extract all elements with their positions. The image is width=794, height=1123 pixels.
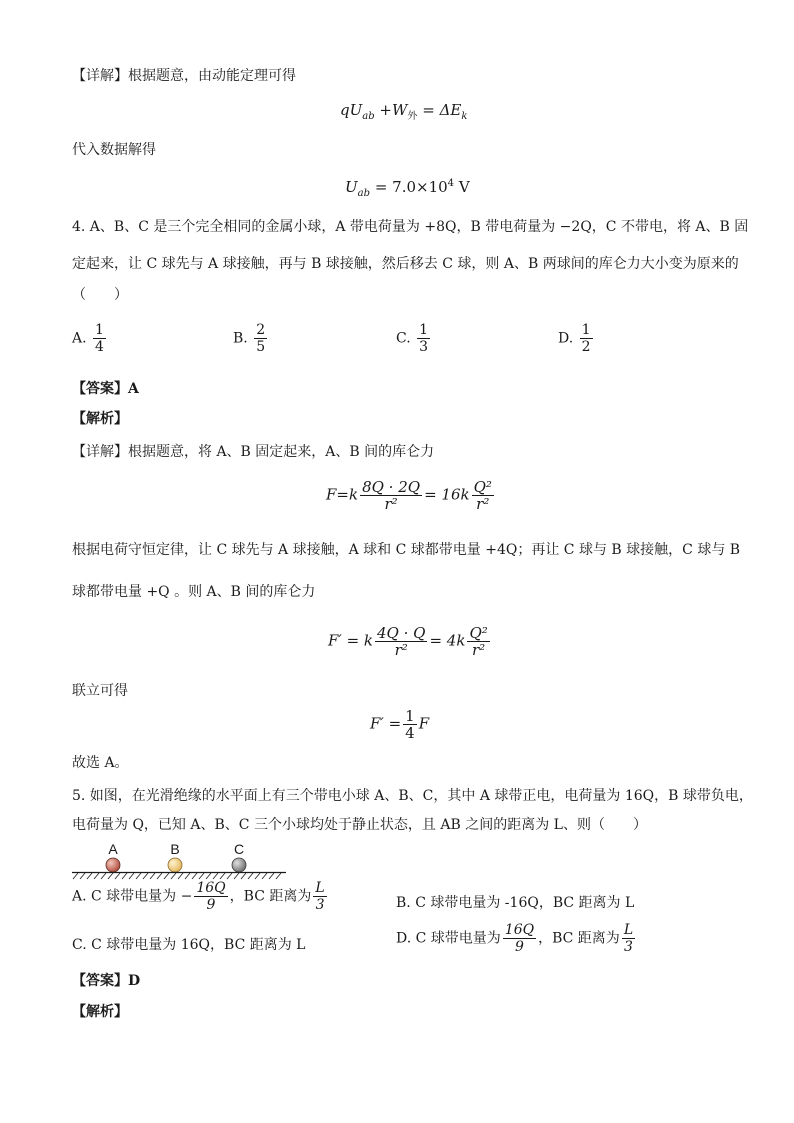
substitute-text: 代入数据解得 [72, 142, 156, 158]
hatch-mark [129, 873, 134, 879]
hatch-mark [185, 873, 190, 879]
q5-figure [72, 838, 292, 880]
hatch-mark [220, 873, 225, 879]
hatch-mark [171, 873, 176, 879]
q5-stem-line2: 电荷量为 Q，已知 A、B、C 三个小球均处于静止状态，且 AB 之间的距离为 L、则（ ） [72, 817, 647, 833]
q5-stem-line1: 5. 如图，在光滑绝缘的水平面上有三个带电小球 A、B、C，其中 A 球带正电，电荷量为 16Q，B 球带负电， [72, 788, 753, 804]
q4-option-c: C. $\frac{1}{3}$ [396, 322, 429, 355]
q4-answer: 【答案】A [72, 381, 139, 397]
equation-coulomb-final: F′ = k $\frac{4Q \cdot Q}{\text{r²}}$ = 4k $\frac{\text{Q²}}{\text{r²}}$ [328, 624, 488, 659]
hatch-mark [101, 873, 106, 879]
detail-intro: 【详解】根据题意，由动能定理可得 [72, 68, 296, 84]
hatch-mark [87, 873, 92, 879]
q4-conserve-line2: 球都带电量 +Q 。则 A、B 间的库仑力 [72, 584, 316, 600]
q4-choose: 故选 A。 [72, 755, 129, 771]
hatch-mark [115, 873, 120, 879]
equation-ratio: F′ = $\frac{1}{4}$ F [370, 707, 430, 742]
hatch-mark [192, 873, 197, 879]
hatch-mark [213, 873, 218, 879]
hatch-mark [206, 873, 211, 879]
hatch-mark [143, 873, 148, 879]
equation-coulomb-initial: F=k $\frac{8Q \cdot 2Q}{\text{r²}}$ = 16k $\frac{\text{Q²}}{\text{r²}}$ [326, 478, 492, 513]
hatch-mark [73, 873, 78, 879]
hatch-mark [262, 873, 267, 879]
q5-option-c: C. C 球带电量为 16Q，BC 距离为 L [72, 937, 306, 953]
hatch-mark [94, 873, 99, 879]
q5-option-b: B. C 球带电量为 -16Q，BC 距离为 L [396, 895, 635, 911]
hatch-mark [227, 873, 232, 879]
ground-hatching [73, 873, 281, 879]
q4-option-b: B. $\frac{2}{5}$ [233, 322, 266, 355]
equation-work-energy: $qU_{ab} +W_外 = \Delta E_k$ [340, 101, 468, 122]
equation-voltage-result: $U_{ab} = 7.0\times 10^4$ V [345, 178, 470, 199]
q4-analysis-label: 【解析】 [72, 411, 128, 427]
hatch-mark [80, 873, 85, 879]
hatch-mark [108, 873, 113, 879]
q5-option-d: D. C 球带电量为 $\frac{16Q}{9}$ ，BC 距离为 $\frac{L}{3}$ [396, 922, 634, 955]
hatch-mark [248, 873, 253, 879]
q4-stem-line3: （ ） [72, 287, 128, 303]
ball-b [168, 858, 182, 872]
q4-option-a: A. $\frac{1}{4}$ [72, 322, 104, 355]
hatch-mark [241, 873, 246, 879]
q4-stem-line1: 4. A、B、C 是三个完全相同的金属小球，A 带电荷量为 +8Q，B 带电荷量为 −2Q，C 不带电，将 A、B 固 [72, 219, 749, 235]
hatch-mark [269, 873, 274, 879]
hatch-mark [199, 873, 204, 879]
hatch-mark [255, 873, 260, 879]
label-a: A [108, 841, 118, 857]
hatch-mark [178, 873, 183, 879]
hatch-mark [157, 873, 162, 879]
hatch-mark [276, 873, 281, 879]
hatch-mark [136, 873, 141, 879]
q5-answer: 【答案】D [72, 973, 141, 989]
hatch-mark [122, 873, 127, 879]
ball-c [232, 858, 246, 872]
q5-analysis-label: 【解析】 [72, 1004, 128, 1020]
hatch-mark [234, 873, 239, 879]
hatch-mark [150, 873, 155, 879]
q4-combine: 联立可得 [72, 683, 128, 699]
q4-stem-line2: 定起来，让 C 球先与 A 球接触，再与 B 球接触，然后移去 C 球，则 A、B 两球间的库仑力大小变为原来的 [72, 256, 739, 272]
q4-option-d: D. $\frac{1}{2}$ [558, 322, 591, 355]
label-c: C [233, 841, 245, 857]
ball-a [106, 858, 120, 872]
label-b: B [170, 841, 180, 857]
hatch-mark [164, 873, 169, 879]
q4-conserve-line1: 根据电荷守恒定律，让 C 球先与 A 球接触，A 球和 C 球都带电量 +4Q；再让 C 球与 B 球接触，C 球与 B [72, 542, 741, 558]
q5-option-a: A. C 球带电量为 − $\frac{16Q}{9}$ ，BC 距离为 $\frac{L}{3}$ [72, 880, 325, 913]
q4-detail: 【详解】根据题意，将 A、B 固定起来，A、B 间的库仑力 [72, 444, 435, 460]
